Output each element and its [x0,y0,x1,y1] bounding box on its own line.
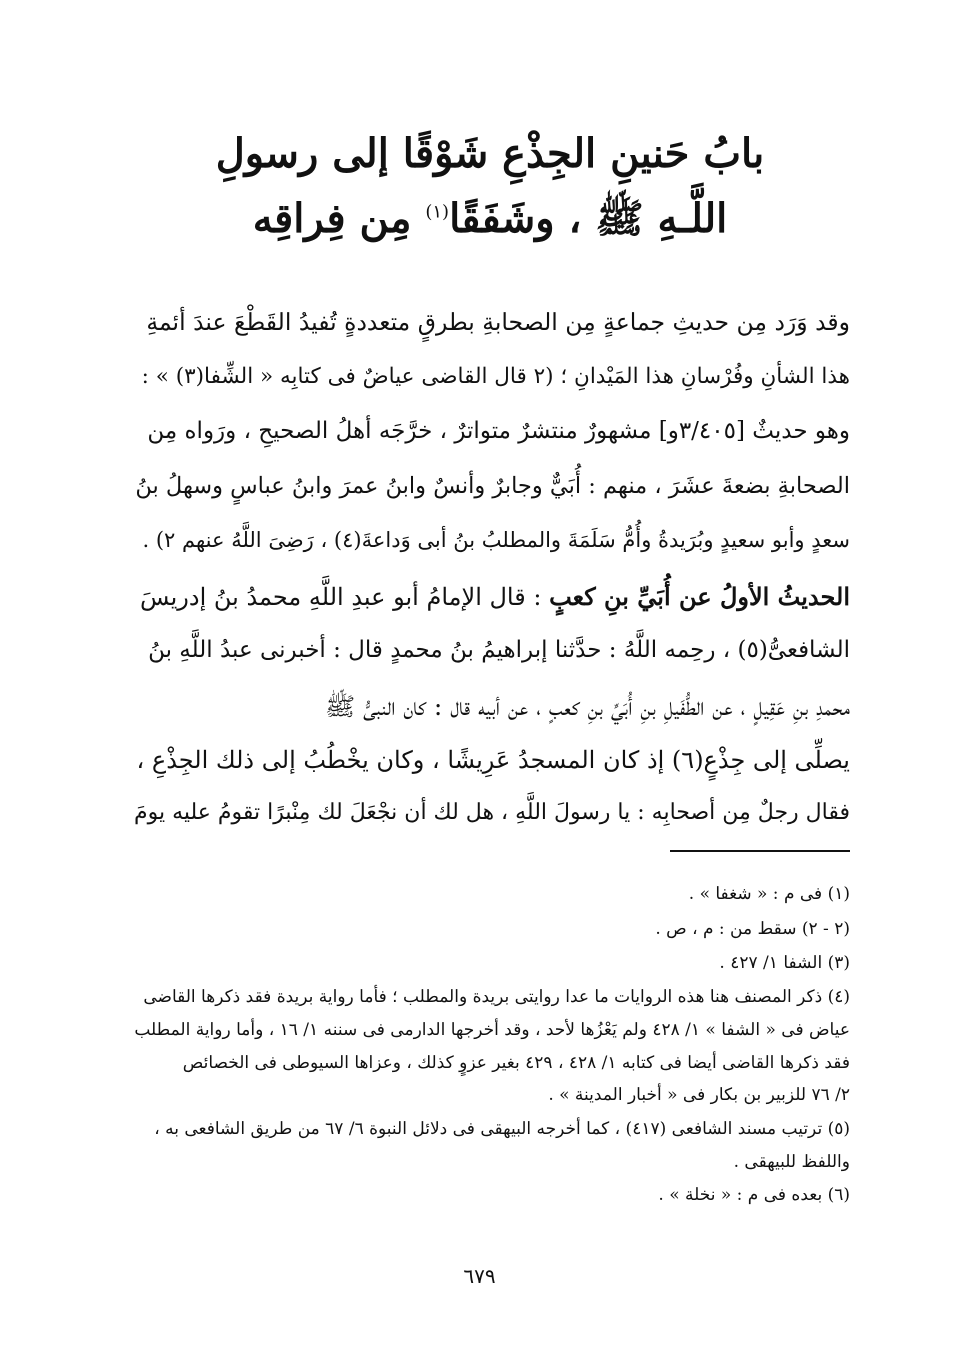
footnote-line: (٦) بعده فى م : « نخلة » . [658,1185,850,1205]
footnote-line: واللفظ للبيهقى . [733,1152,850,1172]
hadith-first-line-rest: : قال الإمامُ أبو عبدِ اللَّهِ محمدُ بنُ إدريسَ [140,583,550,611]
footnote-line: ٢/ ٧٦ للزبير بن بكار فى « أخبار المدينة » . [548,1085,850,1105]
intro-line: الصحابةِ بضعةَ عشَرَ ، منهم : أُبَيٌّ وجابرٌ وأنسٌ وابنُ عمرَ وابنُ عباسٍ وسهلُ بنُ [135,473,850,499]
footnote-line: (١) فى م : « شغفا » . [688,884,850,904]
chapter-title-line-2 [130,194,850,252]
footnote-marker: (١) [425,201,450,223]
hadith-line: الشافعىُّ(٥) ، رحِمه اللَّهُ : حدَّثنا إبراهيمُ بنُ محمدٍ قال : أخبرنى عبدُ اللَّهِ بنُ [148,637,850,663]
footnote-line: عياض فى « الشفا » ١/ ٤٢٨ ولم يَعْزُها لأحد ، وقد أخرجها الدارمى فى سننه ١/ ١٦ ، وأما رواية المطلب [134,1020,850,1040]
chapter-title-part-b: مِن فِراقِه [252,195,426,242]
hadith-line: فقال رجلٌ مِن أصحابِه : يا رسولَ اللَّهِ ، هل لك أن نجْعَلَ لك مِنْبرًا تقومُ عليه يومَ [133,800,850,825]
hadith-line: يصلِّى إلى جِذْعٍ(٦) إذ كان المسجدُ عَرِيشًا ، وكان يخْطُبُ إلى ذلك الجِذْعِ ، [136,746,850,774]
intro-line: سعدٍ وأبو سعيدٍ وبُرَيدةُ وأُمُّ سَلَمَةَ والمطلبُ بنُ أبى وَداعةَ(٤) ، رَضِىَ اللَّهُ عنهم ٢) . [142,528,850,552]
footnote-line: (٥) ترتيب مسند الشافعى (٤١٧) ، كما أخرجه البيهقى فى دلائل النبوة ٦/ ٦٧ من طريق الشافعى به ، [154,1119,850,1139]
page-number: ٦٧٩ [463,1264,496,1288]
footnote-line: (٣) الشفا ١/ ٤٢٧ . [719,953,850,973]
intro-line: وهو حديثٌ [٣/٤٠٥و] مشهورٌ منتشرٌ متواترٌ ، خرَّجَه أهلُ الصحيحِ ، ورَواه مِن [147,418,850,444]
hadith-first-line [135,582,850,611]
chapter-title-part-a: اللَّـهِ ﷺ ، وشَفَقًا [449,195,728,242]
chapter-title-line-1: بابُ حَنينِ الجِذْعِ شَوْقًا إلى رسولِ [215,130,765,177]
intro-line: وقد وَرَد مِن حديثِ جماعةٍ مِن الصحابةِ بطرقٍ متعددةٍ تُفيدُ القَطْعَ عندَ أئمةِ [146,308,850,336]
intro-line: هذا الشأنِ وفُرْسانِ هذا المَيْدانِ ؛ (٢ قال القاضى عياضٌ فى كتابِه « الشِّفا(٣) » : [141,364,850,389]
footnote-line: (٤) ذكر المصنف هنا هذه الروايات ما عدا روايتى بريدة والمطلب ؛ فأما رواية بريدة فقد ذكرها القاضى [143,987,850,1007]
hadith-heading: الحديثُ الأولُ عن أُبَيِّ بنِ كعبٍ [549,582,850,611]
hadith-line: محمدِ بنِ عَقِيلٍ ، عن الطُّفَيلِ بنِ أُبَيِّ بنِ كعبٍ ، عن أبيه قال : كان النبىُّ ﷺ [325,692,850,721]
footnote-line: فقد ذكرها القاضى أيضا فى كتابه ١/ ٤٢٨ ، ٤٢٩ بغير عزوٍ كذلك ، وعزاها السيوطى فى الخصائص [182,1053,850,1073]
footnote-line: (٢ - ٢) سقط من : م ، ص . [655,919,850,939]
footnote-divider [670,850,850,852]
